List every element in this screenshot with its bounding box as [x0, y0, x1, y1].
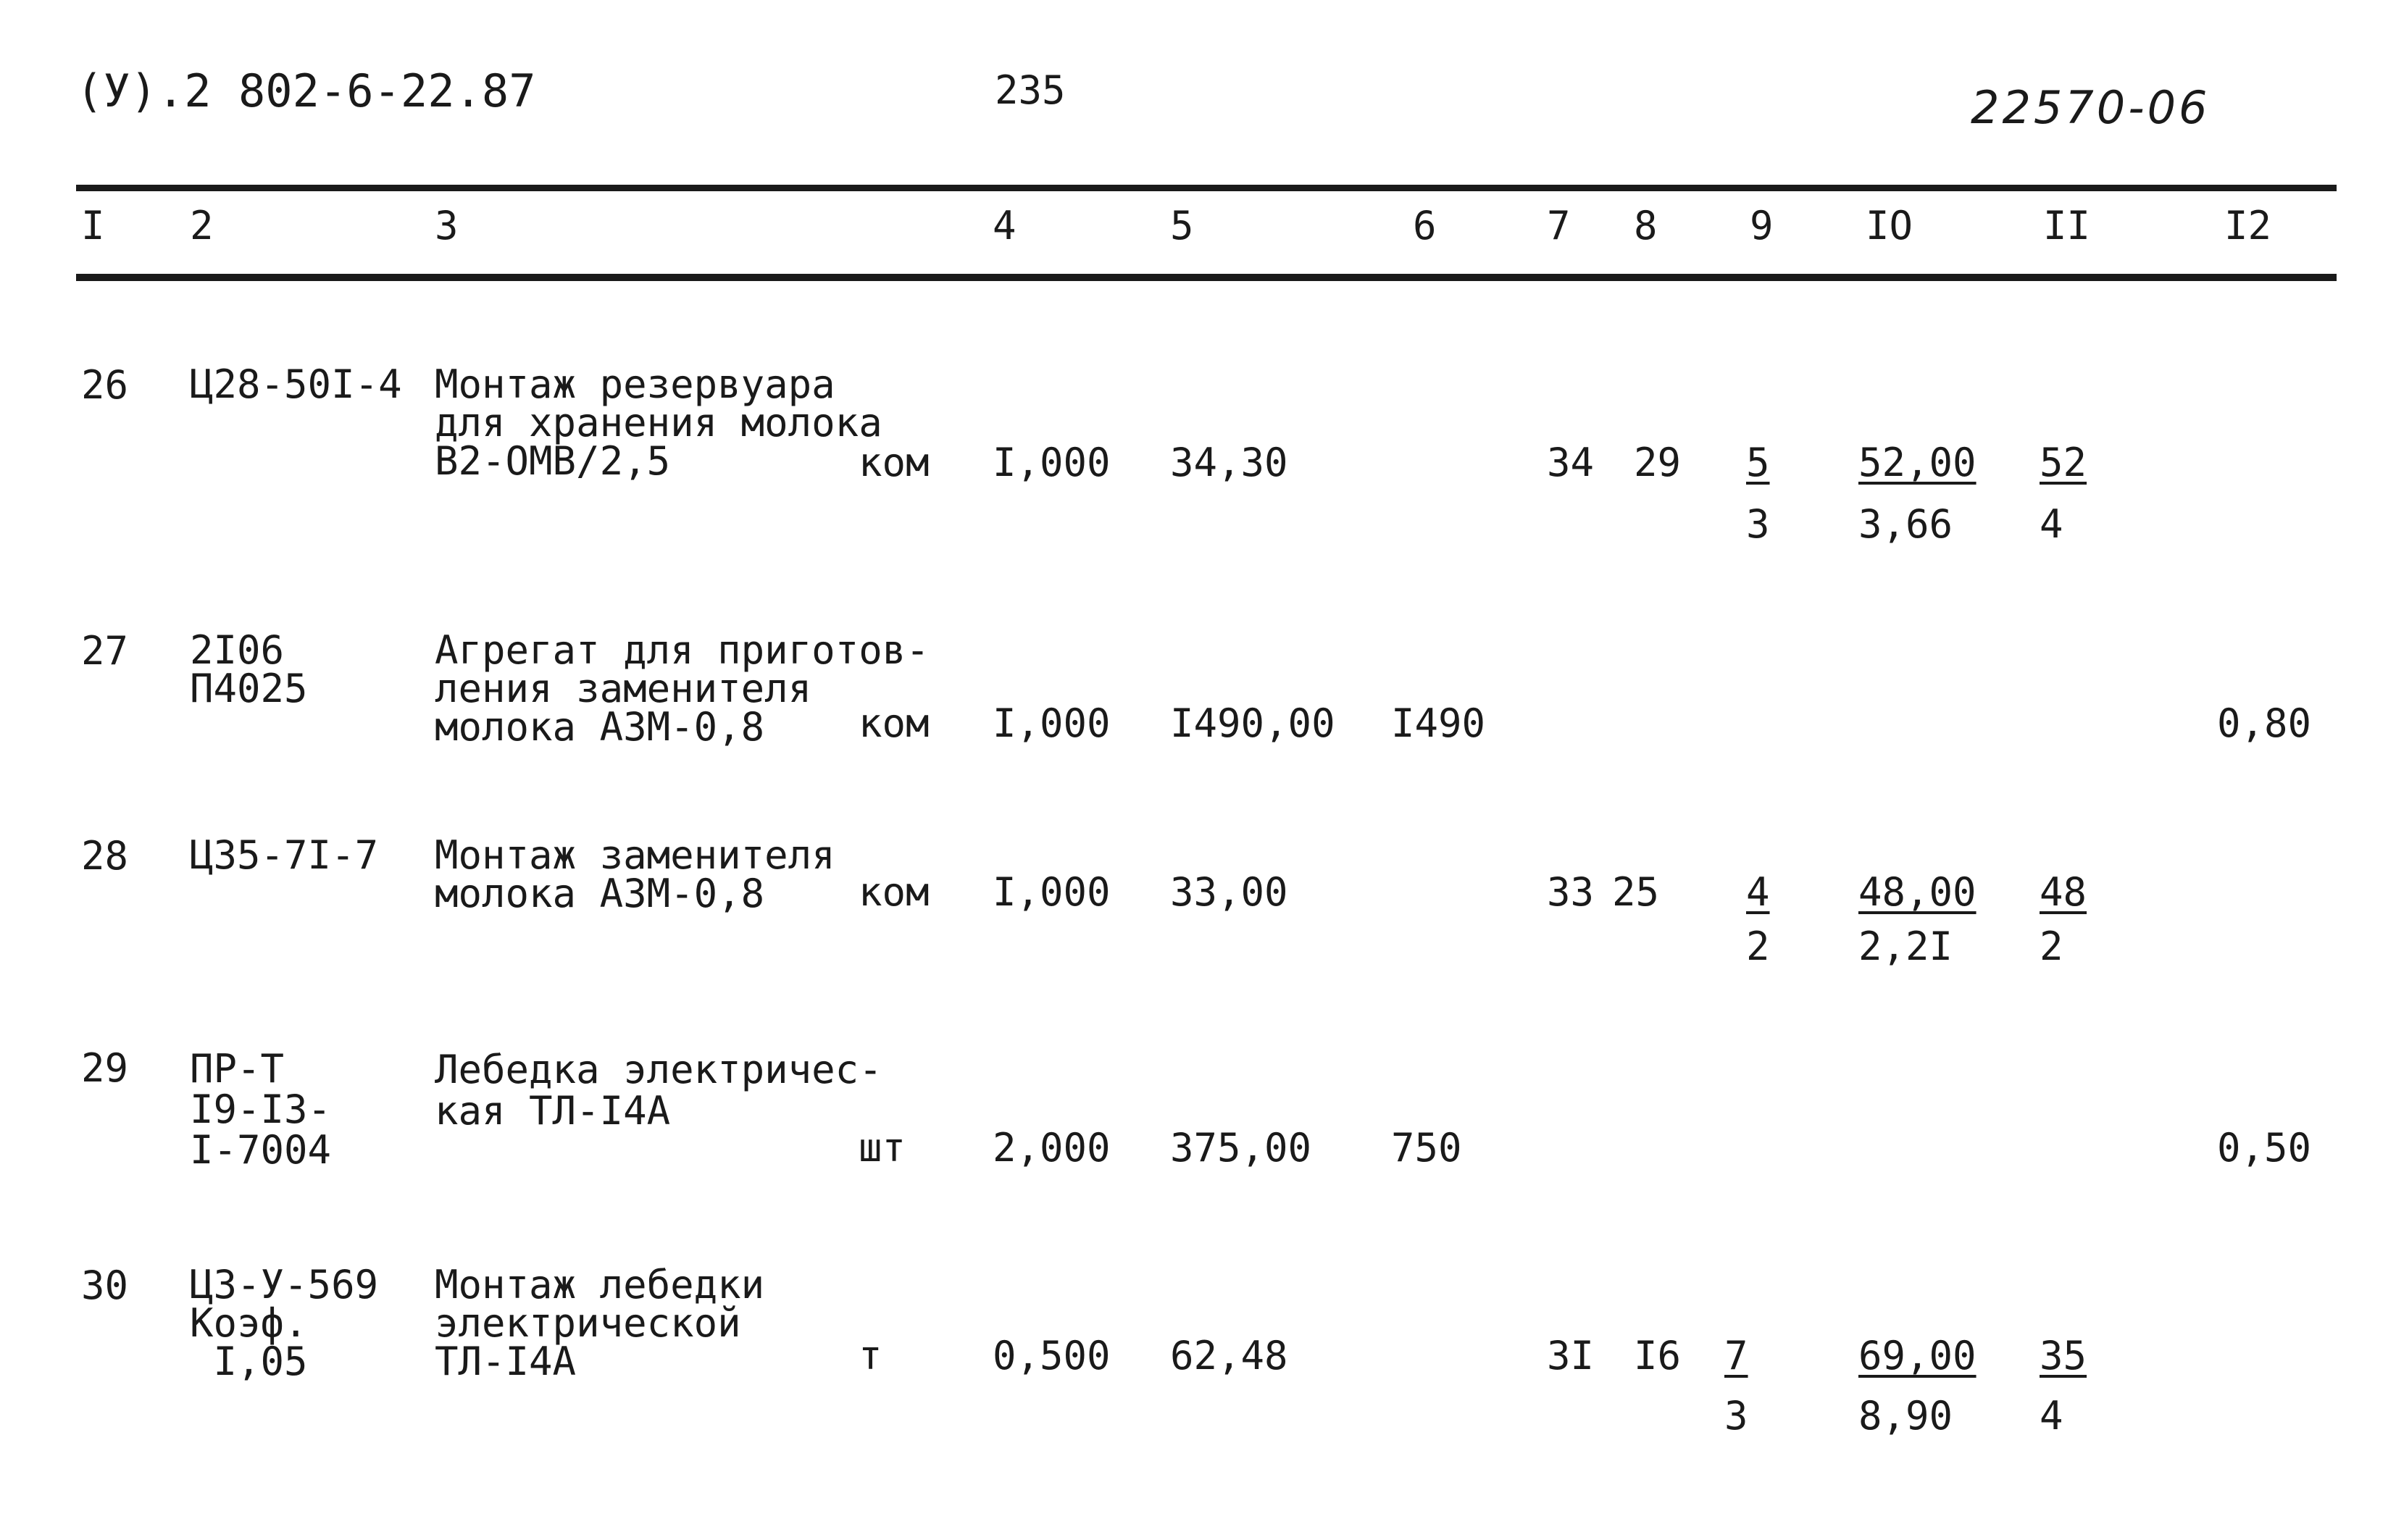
row-number: 28 [81, 833, 129, 879]
unit-price: 34,30 [1170, 440, 1288, 485]
quantity: 0,500 [993, 1333, 1111, 1378]
col9-bottom: 2 [1746, 924, 1770, 969]
col11-bottom: 2 [2040, 924, 2063, 969]
column-header: 4 [993, 203, 1017, 248]
work-description: Агрегат для приготов- ления заменителя молока АЗМ-0,8 [435, 627, 930, 750]
work-description: Монтаж заменителя молока АЗМ-0,8 [435, 832, 835, 916]
row-number: 29 [81, 1045, 129, 1091]
norm-code: ПР-Т I9-I3- I-7004 [190, 1046, 332, 1173]
column-header: I [81, 203, 105, 248]
column-header: IO [1866, 203, 1913, 248]
work-description: Монтаж резервуара для хранения молока В2-ОМВ/2,5 [435, 361, 882, 484]
unit: ком [859, 700, 930, 746]
norm-code: Ц35-7I-7 [190, 832, 379, 878]
column-header: 2 [190, 203, 214, 248]
column-header: 7 [1547, 203, 1571, 248]
col9-top: 7 [1724, 1333, 1748, 1378]
col10-top: 69,00 [1858, 1333, 1977, 1378]
table-header-rule [76, 274, 2337, 281]
work-description: Монтаж лебедки электрической ТЛ-I4А [435, 1262, 765, 1384]
col9-bottom: 3 [1724, 1393, 1748, 1439]
col10-top: 52,00 [1858, 440, 1977, 485]
quantity: I,000 [993, 440, 1111, 485]
column-header: 6 [1413, 203, 1437, 248]
row-number: 27 [81, 628, 129, 674]
quantity: I,000 [993, 700, 1111, 746]
col10-top: 48,00 [1858, 869, 1977, 915]
col10-bottom: 8,90 [1858, 1393, 1953, 1439]
col8-value: I6 [1634, 1333, 1682, 1378]
total-cost: I490 [1391, 700, 1486, 746]
column-header: 5 [1170, 203, 1194, 248]
column-header: I2 [2224, 203, 2272, 248]
col9-top: 4 [1746, 869, 1770, 915]
total-cost: 750 [1391, 1125, 1462, 1171]
col11-top: 35 [2040, 1333, 2087, 1378]
norm-code: Ц28-50I-4 [190, 361, 402, 407]
work-description: Лебедка электричес- кая ТЛ-I4А [435, 1047, 882, 1134]
col8-value: 29 [1634, 440, 1682, 485]
column-header: 8 [1634, 203, 1658, 248]
col9-top: 5 [1746, 440, 1770, 485]
col10-bottom: 3,66 [1858, 501, 1953, 547]
unit-price: 62,48 [1170, 1333, 1288, 1378]
unit: шт [859, 1125, 906, 1171]
document-number: 22570-06 [1971, 81, 2211, 134]
col8-value: 25 [1612, 869, 1660, 915]
quantity: 2,000 [993, 1125, 1111, 1171]
unit: т [859, 1333, 882, 1378]
col7-value: 3I [1547, 1333, 1595, 1378]
col7-value: 33 [1547, 869, 1595, 915]
col11-top: 48 [2040, 869, 2087, 915]
col12-value: 0,80 [2217, 700, 2312, 746]
col9-bottom: 3 [1746, 501, 1770, 547]
table-top-rule [76, 185, 2337, 191]
col12-value: 0,50 [2217, 1125, 2312, 1171]
col11-bottom: 4 [2040, 1393, 2063, 1439]
unit: ком [859, 869, 930, 915]
document-code: (У).2 802-6-22.87 [76, 64, 536, 117]
column-header: 9 [1750, 203, 1774, 248]
col11-bottom: 4 [2040, 501, 2063, 547]
column-header: II [2043, 203, 2091, 248]
norm-code: ЦЗ-У-569 Коэф. I,05 [190, 1262, 379, 1384]
unit: ком [859, 440, 930, 485]
unit-price: 33,00 [1170, 869, 1288, 915]
unit-price: 375,00 [1170, 1125, 1312, 1171]
row-number: 26 [81, 362, 129, 408]
column-header: 3 [435, 203, 459, 248]
col11-top: 52 [2040, 440, 2087, 485]
norm-code: 2I06 П4025 [190, 627, 308, 711]
page-number: 235 [995, 67, 1066, 113]
col10-bottom: 2,2I [1858, 924, 1953, 969]
unit-price: I490,00 [1170, 700, 1335, 746]
quantity: I,000 [993, 869, 1111, 915]
col7-value: 34 [1547, 440, 1595, 485]
row-number: 30 [81, 1263, 129, 1308]
